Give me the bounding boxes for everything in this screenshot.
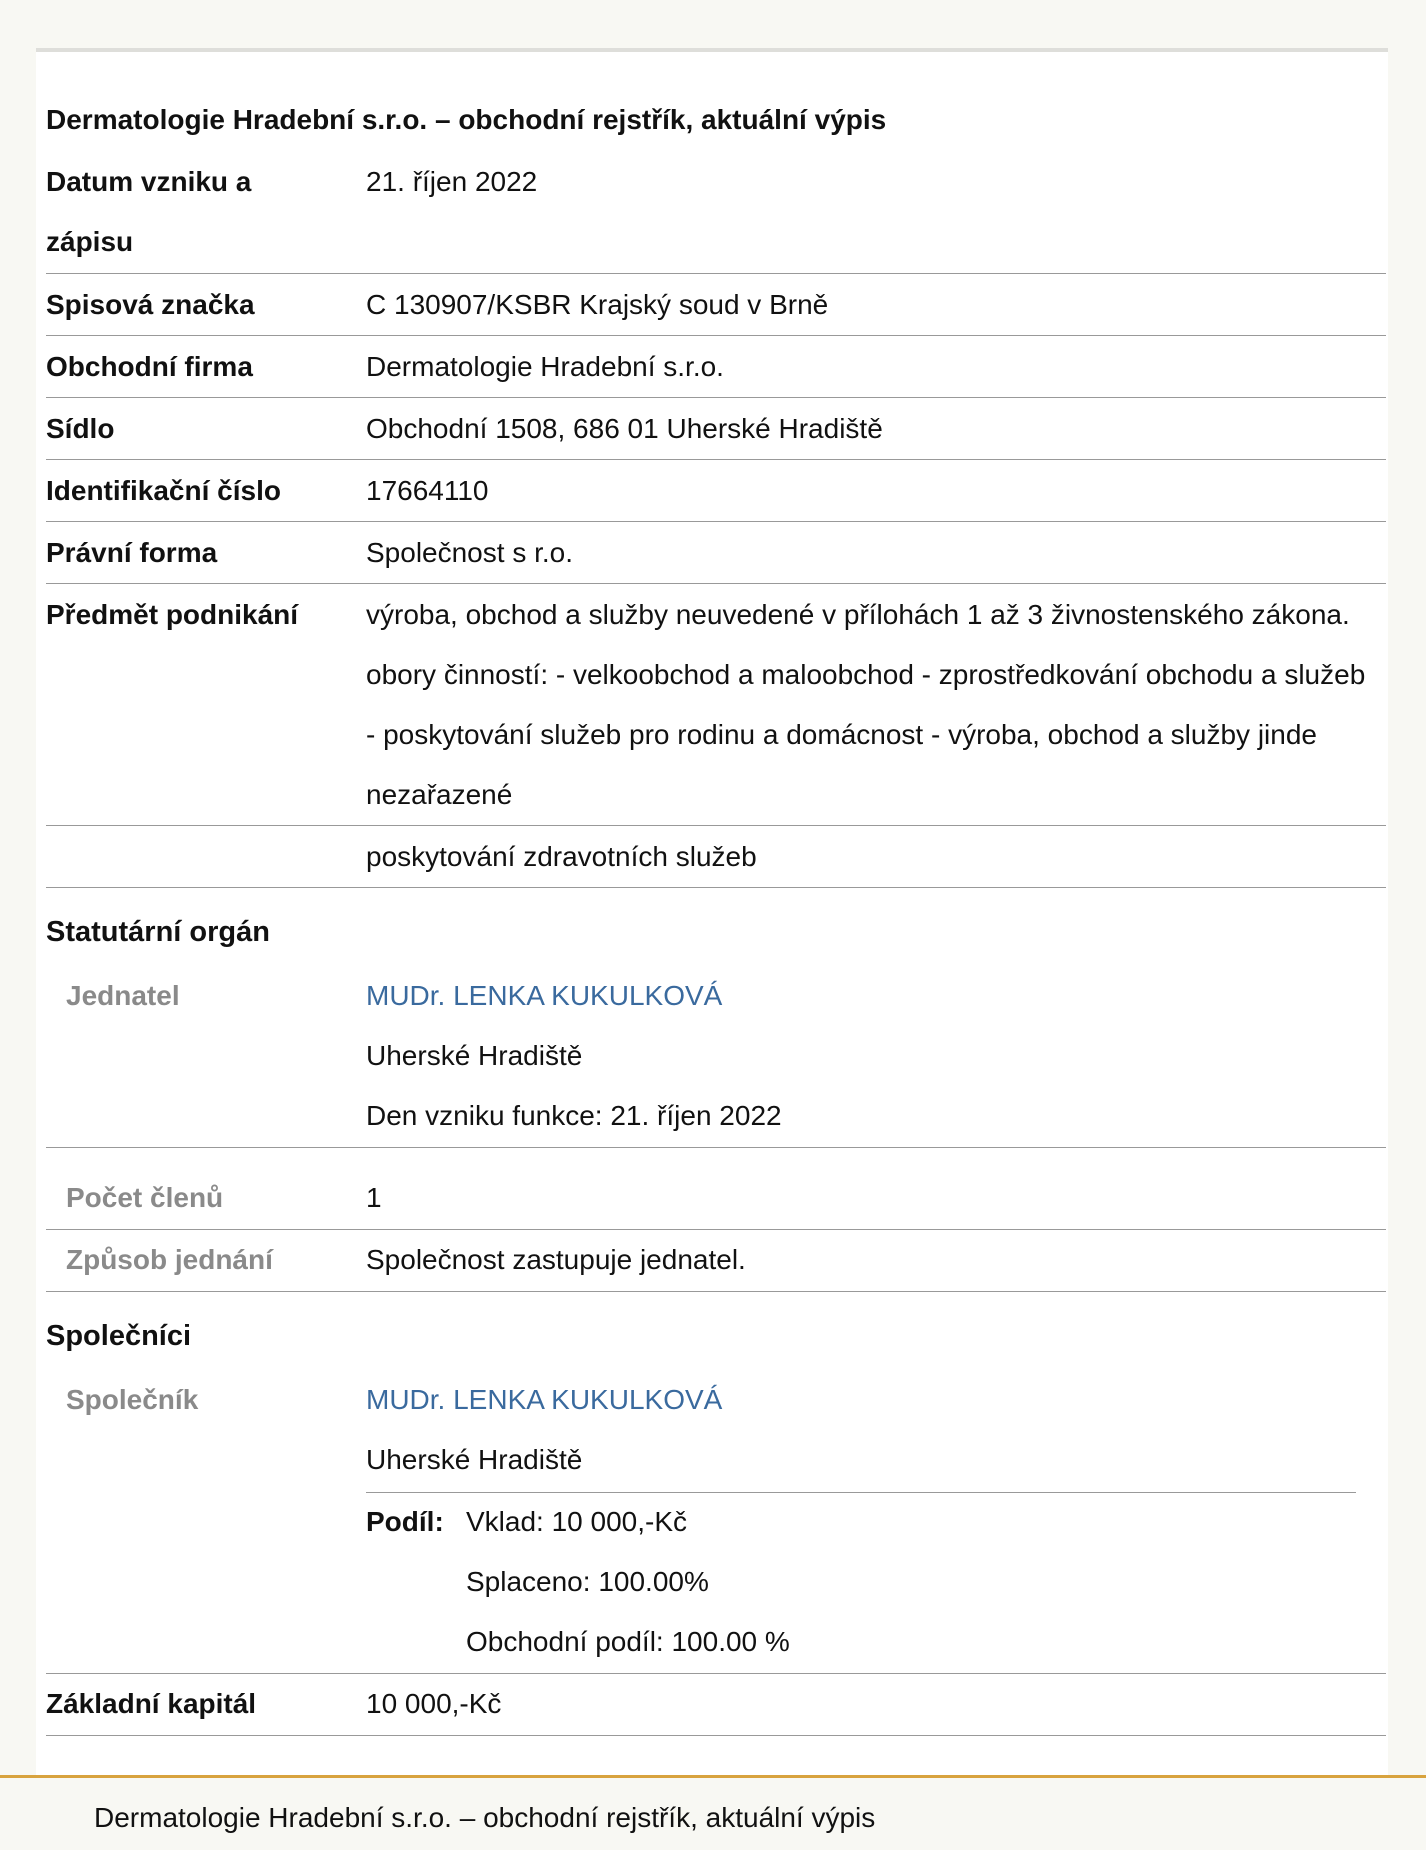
label-datum-vzniku-1: Datum vzniku a bbox=[46, 166, 252, 197]
row-divider bbox=[46, 1147, 1386, 1148]
value-sidlo: Obchodní 1508, 686 01 Uherské Hradiště bbox=[366, 413, 883, 444]
value-predmet-podnikani-2: poskytování zdravotních služeb bbox=[366, 841, 757, 872]
label-sidlo: Sídlo bbox=[46, 413, 115, 444]
value-pravni-forma: Společnost s r.o. bbox=[366, 537, 574, 568]
value-datum-vzniku: 21. říjen 2022 bbox=[366, 166, 538, 197]
label-zpusob-jednani: Způsob jednání bbox=[66, 1244, 273, 1275]
share-label: Podíl: bbox=[366, 1506, 444, 1537]
jednatel-name-link[interactable] bbox=[366, 966, 722, 1026]
row-divider bbox=[46, 459, 1386, 460]
section-spolecnici: Společníci bbox=[46, 1320, 192, 1352]
row-divider bbox=[46, 887, 1386, 888]
label-ico: Identifikační číslo bbox=[46, 475, 281, 506]
label-datum-vzniku-2: zápisu bbox=[46, 226, 134, 257]
row-divider bbox=[46, 521, 1386, 522]
value-obchodni-firma: Dermatologie Hradební s.r.o. bbox=[366, 351, 724, 382]
label-obchodni-firma: Obchodní firma bbox=[46, 351, 253, 382]
jednatel-name[interactable]: MUDr. LENKA KUKULKOVÁ bbox=[366, 980, 723, 1011]
spolecnik-name-link[interactable] bbox=[366, 1370, 722, 1430]
section-statutarni-organ: Statutární orgán bbox=[46, 916, 270, 948]
jednatel-since: Den vzniku funkce: 21. říjen 2022 bbox=[366, 1100, 782, 1131]
spolecnik-name[interactable]: MUDr. LENKA KUKULKOVÁ bbox=[366, 1384, 723, 1415]
label-spisova-znacka: Spisová značka bbox=[46, 289, 255, 320]
jednatel-city: Uherské Hradiště bbox=[366, 1040, 583, 1071]
value-ico: 17664110 bbox=[366, 475, 489, 506]
value-spisova-znacka: C 130907/KSBR Krajský soud v Brně bbox=[366, 289, 829, 320]
value-pocet-clenu: 1 bbox=[366, 1182, 382, 1213]
value-predmet-podnikani: výroba, obchod a služby neuvedené v přílohách 1 až 3 živnostenského zákona. obory činností: - velkoobchod a maloobchod - zprostředkování obchodu a služeb - poskytování služeb pro rodinu a domácnost - výroba, obchod a služby jinde nezařazené bbox=[366, 599, 1366, 810]
value-zpusob-jednani: Společnost zastupuje jednatel. bbox=[366, 1244, 746, 1275]
row-divider bbox=[46, 825, 1386, 826]
label-spolecnik: Společník bbox=[66, 1384, 199, 1415]
share-vklad: Vklad: 10 000,-Kč bbox=[466, 1506, 688, 1537]
label-zakladni-kapital: Základní kapitál bbox=[46, 1688, 257, 1719]
label-predmet-podnikani: Předmět podnikání bbox=[46, 599, 299, 630]
row-divider bbox=[46, 335, 1386, 336]
row-divider bbox=[46, 583, 1386, 584]
value-zakladni-kapital: 10 000,-Kč bbox=[366, 1688, 502, 1719]
label-jednatel: Jednatel bbox=[66, 980, 180, 1011]
share-obchodni-podil: Obchodní podíl: 100.00 % bbox=[466, 1626, 790, 1657]
footer-text: Dermatologie Hradební s.r.o. – obchodní rejstřík, aktuální výpis bbox=[94, 1802, 876, 1833]
row-divider bbox=[46, 273, 1386, 274]
label-pocet-clenu: Počet členů bbox=[66, 1182, 224, 1213]
page-title: Dermatologie Hradební s.r.o. – obchodní rejstřík, aktuální výpis bbox=[46, 104, 887, 135]
label-pravni-forma: Právní forma bbox=[46, 537, 218, 568]
row-divider bbox=[46, 397, 1386, 398]
row-divider bbox=[46, 1291, 1386, 1292]
row-divider bbox=[46, 1735, 1386, 1736]
spolecnik-city: Uherské Hradiště bbox=[366, 1444, 583, 1475]
footer bbox=[0, 1775, 1426, 1850]
share-splaceno: Splaceno: 100.00% bbox=[466, 1566, 709, 1597]
